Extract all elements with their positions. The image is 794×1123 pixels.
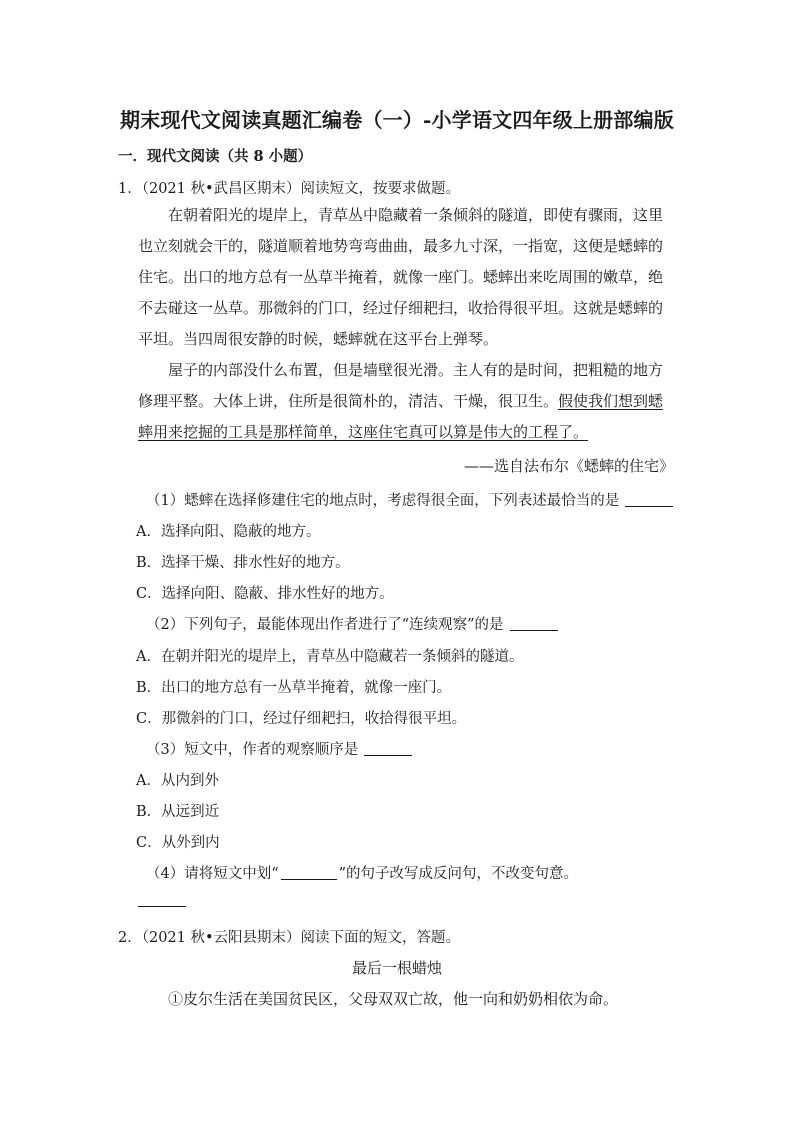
section-header: 一．现代文阅读（共 8 小题） bbox=[118, 148, 313, 165]
sub-question-1-option-c: C．选择向阳、隐蔽、排水性好的地方。 bbox=[136, 586, 394, 602]
sub-question-3 bbox=[146, 738, 412, 759]
underline-marker bbox=[281, 865, 337, 880]
sub-question-2-option-b: B．出口的地方总有一丛草半掩着，就像一座门。 bbox=[136, 680, 452, 696]
answer-blank[interactable] bbox=[510, 616, 558, 631]
sub-question-1 bbox=[146, 489, 673, 510]
answer-blank[interactable] bbox=[625, 492, 673, 507]
sub-question-3-option-a: A．从内到外 bbox=[136, 773, 219, 789]
question-1-header: 1．（2021 秋•武昌区期末）阅读短文，按要求做题。 bbox=[118, 181, 461, 197]
answer-blank[interactable] bbox=[364, 741, 412, 756]
sub-question-1-text: （1）蟋蟀在选择修建住宅的地点时，考虑得很全面，下列表述最恰当的是 bbox=[146, 493, 620, 509]
sub-question-2-option-c: C．那微斜的门口，经过仔细耙扫，收拾得很平坦。 bbox=[136, 711, 467, 727]
sub-question-3-text: （3）短文中，作者的观察顺序是 bbox=[146, 742, 359, 758]
sub-question-1-option-b: B．选择干燥、排水性好的地方。 bbox=[136, 555, 350, 571]
underlined-sentence: 假使我们想到蟋蟀用来挖掘的工具是那样简单，这座住宅真可以算是伟大的工程了。 bbox=[138, 392, 664, 441]
sub-question-1-option-a: A．选择向阳、隐蔽的地方。 bbox=[136, 524, 321, 540]
passage-source: ——选自法布尔《蟋蟀的住宅》 bbox=[463, 457, 674, 475]
sub-question-4-text-before: （4）请将短文中划“ bbox=[146, 866, 279, 882]
story-title: 最后一根蜡烛 bbox=[351, 959, 442, 977]
sub-question-3-option-b: B．从远到近 bbox=[136, 804, 220, 820]
sub-question-2 bbox=[146, 613, 558, 634]
sub-question-4 bbox=[146, 862, 578, 883]
document-title: 期末现代文阅读真题汇编卷（一）-小学语文四年级上册部编版 bbox=[120, 108, 674, 132]
passage-paragraph-2-text: 屋子的内部没什么布置，但是墙壁很光滑。主人有的是时间，把粗糙的地方修理平整。大体上讲，住所是很简朴的，清洁、干燥，很卫生。 bbox=[138, 361, 664, 410]
question-2-header: 2．（2021 秋•云阳县期末）阅读下面的短文，答题。 bbox=[118, 930, 461, 946]
story-paragraph-1: ①皮尔生活在美国贫民区，父母双双亡故，他一向和奶奶相依为命。 bbox=[168, 990, 619, 1008]
sub-question-3-option-c: C．从外到内 bbox=[136, 835, 220, 851]
sub-question-2-text: （2）下列句子，最能体现出作者进行了“连续观察”的是 bbox=[146, 617, 504, 633]
passage-paragraph-1: 在朝着阳光的堤岸上，青草丛中隐藏着一条倾斜的隧道，即使有骤雨，这里也立刻就会干的，隧道顺着地势弯弯曲曲，最多九寸深，一指宽，这便是蟋蟀的住宅。出口的地方总有一丛草半掩着，就像一座门。蟋蟀出来吃周围的嫩草，绝不去碰这一丛草。那微斜的门口，经过仔细耙扫，收拾得很平坦。这就是蟋蟀的平坦。当四周很安静的时候，蟋蟀就在这平台上弹琴。 bbox=[138, 206, 664, 348]
answer-blank[interactable] bbox=[138, 906, 186, 907]
sub-question-4-text-after: ”的句子改写成反问句，不改变句意。 bbox=[338, 866, 579, 882]
passage-paragraph-2 bbox=[138, 355, 674, 448]
sub-question-2-option-a: A．在朝并阳光的堤岸上，青草丛中隐藏若一条倾斜的隧道。 bbox=[136, 649, 524, 665]
